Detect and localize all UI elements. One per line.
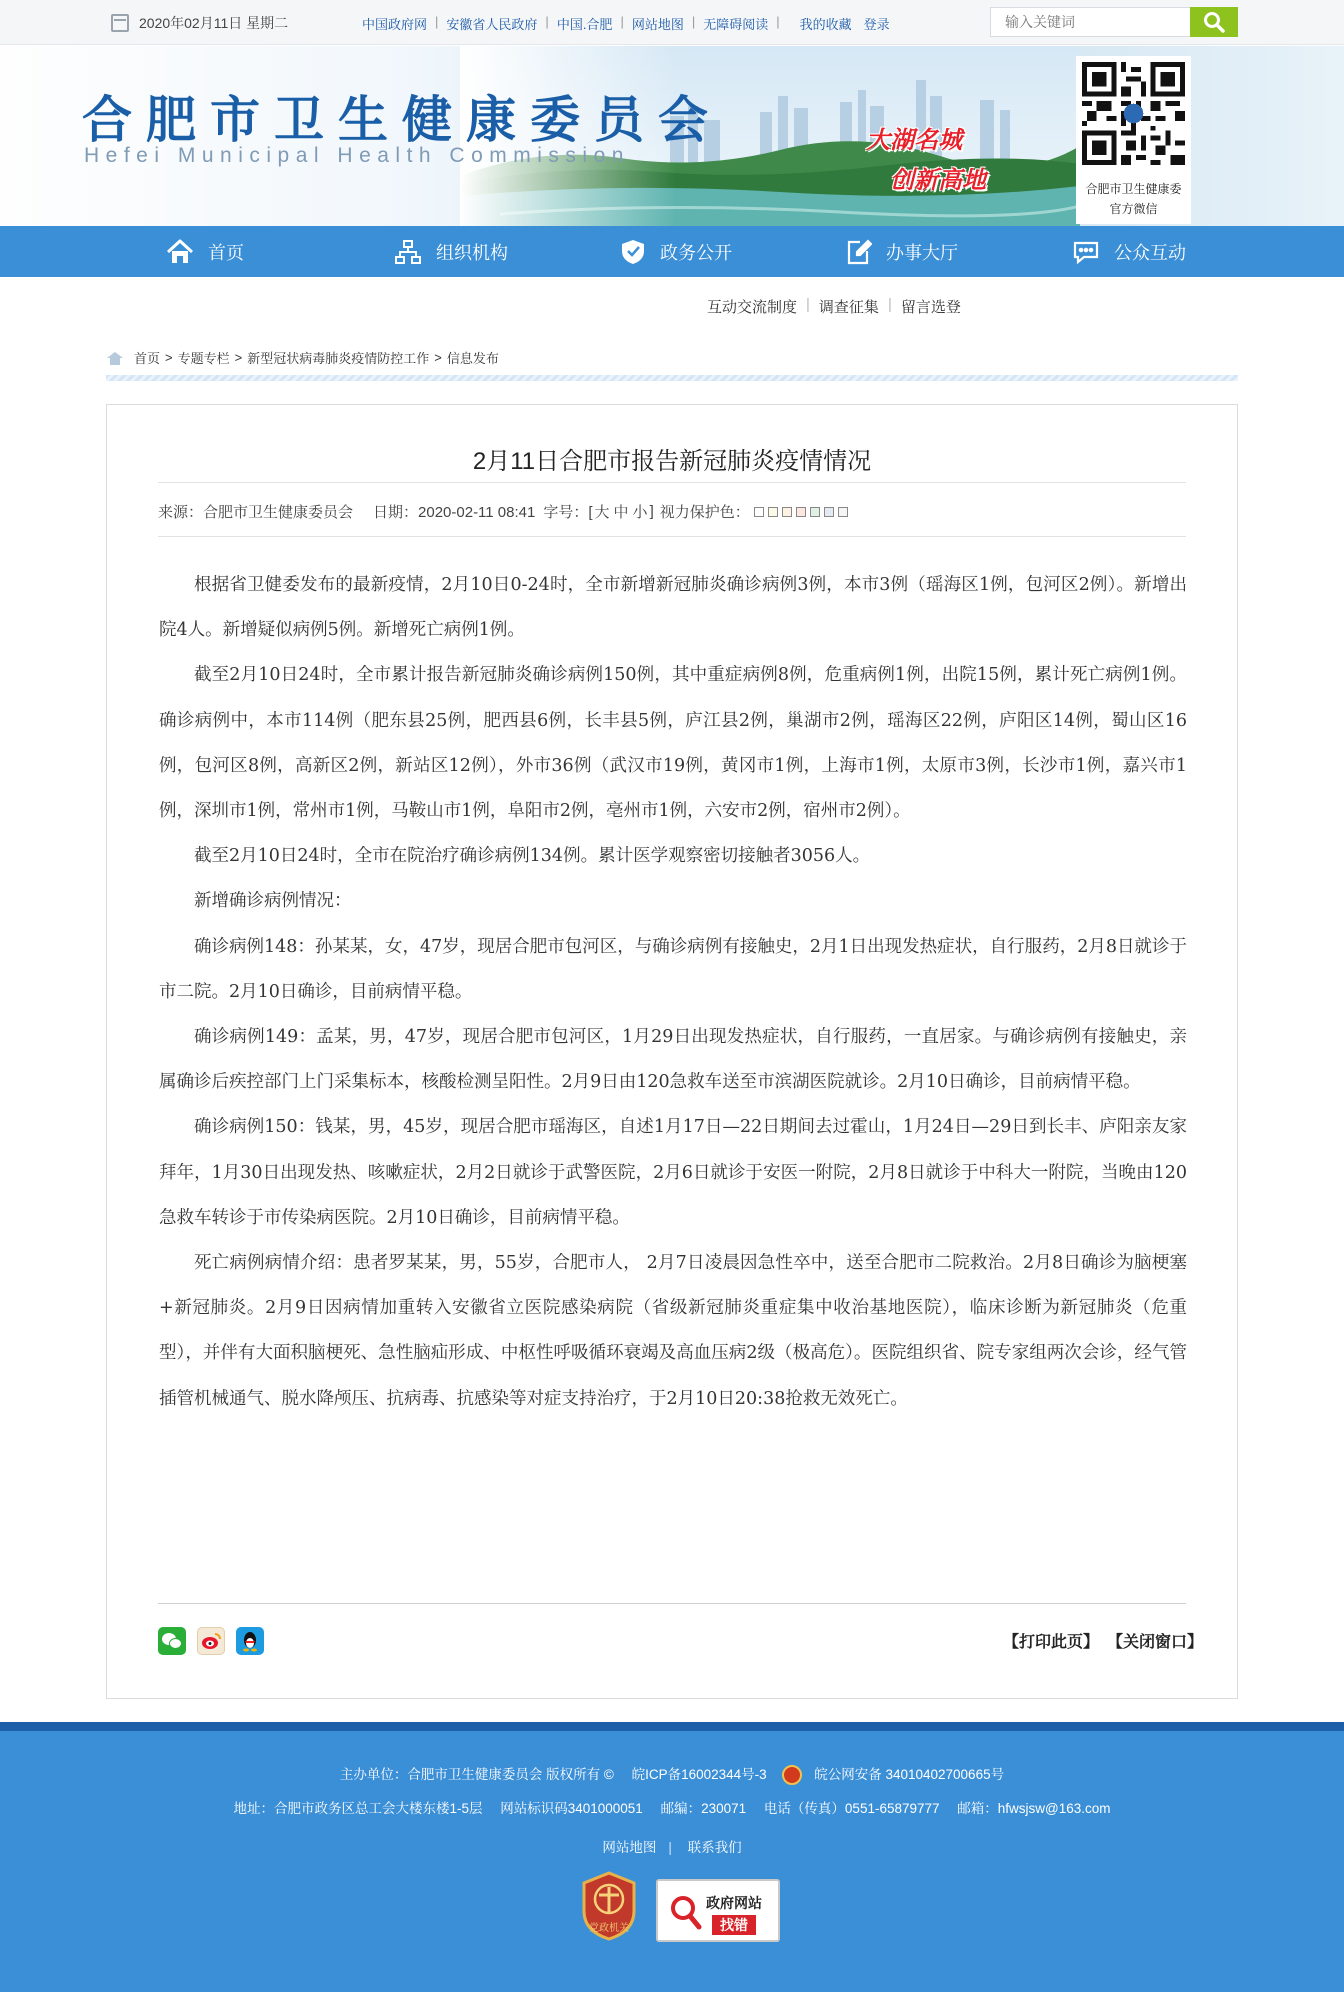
font-size-large[interactable]: 大 [594, 504, 610, 521]
nav-item-home[interactable] [166, 226, 244, 277]
eye-protect-label: 视力保护色： [659, 504, 750, 521]
footer-icp[interactable]: 皖ICP备16002344号-3 [631, 1767, 767, 1782]
font-size-label-end: ] [649, 503, 654, 520]
eye-color-swatch[interactable] [782, 507, 792, 517]
print-page-button[interactable]: 【打印此页】 [1003, 1634, 1100, 1651]
qr-code-icon [1082, 62, 1185, 165]
article-date: 日期：2020-02-11 08:41 [373, 504, 536, 521]
title-divider [158, 482, 1186, 483]
magnifier-icon [668, 1893, 702, 1931]
chat-icon [1072, 239, 1100, 265]
link-login[interactable]: 登录 [863, 17, 890, 32]
footer-link-contact[interactable]: 联系我们 [687, 1840, 742, 1855]
subnav-interaction-rules[interactable]: 互动交流制度 [707, 299, 798, 316]
search-box [990, 7, 1238, 37]
article-paragraph: 截至2月10日24时，全市在院治疗确诊病例134例。累计医学观察密切接触者3056人。 [194, 846, 871, 867]
footer-postcode: 邮编：230071 [660, 1801, 747, 1816]
share-weibo-button[interactable] [197, 1627, 225, 1655]
top-bar [0, 0, 1344, 45]
weibo-icon [200, 1631, 222, 1651]
nav-item-organization[interactable] [394, 226, 508, 277]
header-banner [0, 46, 1344, 226]
footer-sponsor: 主办单位：合肥市卫生健康委员会 版权所有 © [339, 1767, 614, 1782]
search-input[interactable] [990, 7, 1190, 37]
article-paragraph: 确诊病例149：孟某，男，47岁，现居合肥市包河区，1月29日出现发热症状，自行服药，一直居家。与确诊病例有接触史，亲属确诊后疾控部门上门采集标本，核酸检测呈阳性。2月9日由120急救车送至市滨湖医院就诊。2月10日确诊，目前病情平稳。 [159, 1027, 1187, 1093]
calendar-icon [111, 14, 129, 32]
link-anhui-gov[interactable]: 安徽省人民政府 [446, 17, 538, 32]
footer-address: 地址：合肥市政务区总工会大楼东楼1-5层 [233, 1801, 483, 1816]
breadcrumb-covid-prevention[interactable]: 新型冠状病毒肺炎疫情防控工作 [247, 351, 430, 366]
font-size-small[interactable]: 小 [632, 504, 648, 521]
eye-color-swatch[interactable] [754, 507, 764, 517]
shield-icon [620, 238, 646, 266]
party-gov-badge-icon[interactable] [580, 1871, 638, 1941]
nav-label: 组织机构 [436, 242, 508, 263]
home-icon [166, 239, 194, 265]
footer-email: 邮箱：hfwsjsw@163.com [957, 1801, 1111, 1816]
wechat-icon [161, 1631, 183, 1651]
subnav-survey[interactable]: 调查征集 [818, 299, 879, 316]
breadcrumb-special-topics[interactable]: 专题专栏 [177, 351, 230, 366]
gov-site-error-report-badge[interactable] [656, 1879, 780, 1942]
link-hefei[interactable]: 中国.合肥 [556, 17, 613, 32]
eye-color-swatch[interactable] [796, 507, 806, 517]
article-paragraph: 截至2月10日24时，全市累计报告新冠肺炎确诊病例150例，其中重症病例8例，危重病例1例，出院15例，累计死亡病例1例。确诊病例中，本市114例（肥东县25例，肥西县6例，长丰县5例，庐江县2例，巢湖市2例，瑶海区22例，庐阳区14例，蜀山区16例，包河区8例，高新区2例，新站区12例），外市36例（武汉市19例，黄冈市1例，上海市1例，太原市3例，长沙市1例，嘉兴市1例，深圳市1例，常州市1例，马鞍山市1例，阜阳市2例，亳州市1例，六安市2例，宿州市2例）。 [159, 665, 1187, 822]
qq-penguin-icon [240, 1630, 260, 1652]
footer-link-sitemap[interactable]: 网站地图 [602, 1840, 657, 1855]
breadcrumb: 首页 > 专题专栏 > 新型冠状病毒肺炎疫情防控工作 > 信息发布 [106, 348, 499, 367]
article-paragraph: 新增确诊病例情况： [194, 891, 352, 912]
sub-nav: 互动交流制度 | 调查征集 | 留言选登 [707, 296, 961, 316]
nav-item-service-hall[interactable] [846, 226, 958, 277]
link-accessibility[interactable]: 无障碍阅读 [703, 17, 769, 32]
org-chart-icon [394, 239, 422, 265]
site-footer [0, 1722, 1344, 1992]
footer-copyright-line [0, 1763, 1344, 1785]
font-size-medium[interactable]: 中 [613, 504, 629, 521]
eye-color-swatch[interactable] [768, 507, 778, 517]
nav-item-public-interaction[interactable] [1072, 226, 1186, 277]
article-container [106, 404, 1238, 1699]
share-qq-button[interactable] [236, 1627, 264, 1655]
nav-item-gov-affairs[interactable] [620, 226, 732, 277]
footer-divider [158, 1603, 1186, 1604]
home-icon [106, 351, 124, 365]
breadcrumb-divider [106, 375, 1238, 381]
article-paragraph: 根据省卫健委发布的最新疫情，2月10日0-24时，全市新增新冠肺炎确诊病例3例，本市3例（瑶海区1例，包河区2例）。新增出院4人。新增疑似病例5例。新增死亡病例1例。 [159, 575, 1187, 641]
eye-color-swatch[interactable] [810, 507, 820, 517]
close-window-button[interactable]: 【关闭窗口】 [1107, 1634, 1204, 1651]
wechat-qr-card [1076, 56, 1191, 224]
font-size-label: 字号：[ [543, 504, 593, 521]
article-meta [158, 501, 848, 522]
article-actions [995, 1629, 1203, 1652]
slogan-line-2: 创新高地 [890, 166, 986, 194]
date-text: 2020年02月11日 星期二 [139, 15, 289, 31]
current-date [111, 13, 288, 33]
qr-caption-1: 合肥市卫生健康委 [1085, 182, 1182, 196]
top-links: 中国政府网 | 安徽省人民政府 | 中国.合肥 | 网站地图 | 无障碍阅读 | 我的收藏 登录 [362, 14, 890, 32]
search-button[interactable] [1190, 7, 1238, 37]
eye-color-swatch[interactable] [824, 507, 834, 517]
eye-color-swatch[interactable] [838, 507, 848, 517]
police-emblem-icon [782, 1765, 802, 1785]
footer-police-record[interactable]: 皖公网安备 34010402700665号 [814, 1767, 1005, 1782]
subnav-messages[interactable]: 留言选登 [900, 299, 961, 316]
qr-caption-2: 官方微信 [1109, 202, 1158, 216]
badge2-line-1: 政府网站 [706, 1895, 762, 1911]
site-title: 合肥市卫生健康委员会 [82, 91, 722, 149]
site-subtitle: Hefei Municipal Health Commission [84, 144, 630, 167]
nav-label: 政务公开 [660, 242, 732, 263]
article-paragraph: 确诊病例150：钱某，男，45岁，现居合肥市瑶海区，自述1月17日—22日期间去过霍山，1月24日—29日到长丰、庐阳亲友家拜年，1月30日出现发热、咳嗽症状，2月2日就诊于武警医院，2月6日就诊于安医一附院，2月8日就诊于中科大一附院，当晚由120急救车转诊于市传染病医院。2月10日确诊，目前病情平稳。 [159, 1117, 1187, 1228]
main-nav [0, 226, 1344, 277]
link-sitemap[interactable]: 网站地图 [631, 17, 684, 32]
badge1-label: 党政机关 [589, 1923, 629, 1934]
article-paragraph: 死亡病例病情介绍：患者罗某某，男，55岁，合肥市人， 2月7日凌晨因急性卒中，送至合肥市二院救治。2月8日确诊为脑梗塞+新冠肺炎。2月9日因病情加重转入安徽省立医院感染病院（省级新冠肺炎重症集中收治基地医院），临床诊断为新冠肺炎（危重型），并伴有大面积脑梗死、急性脑疝形成、中枢性呼吸循环衰竭及高血压病2级（极高危）。医院组织省、院专家组两次会诊，经气管插管机械通气、脱水降颅压、抗病毒、抗感染等对症支持治疗，于2月10日20:38抢救无效死亡。 [159, 1253, 1187, 1409]
font-size-controls [593, 501, 650, 522]
link-gov-cn[interactable]: 中国政府网 [362, 17, 428, 32]
slogan-line-1: 大湖名城 [866, 126, 962, 154]
article-body [159, 563, 1187, 1422]
meta-divider [158, 536, 1186, 537]
nav-label: 公众互动 [1114, 242, 1186, 263]
footer-address-line [0, 1797, 1344, 1817]
nav-label: 办事大厅 [886, 242, 958, 263]
nav-label: 首页 [208, 242, 244, 263]
badge2-line-2: 找错 [712, 1915, 756, 1935]
article-title: 2月11日合肥市报告新冠肺炎疫情情况 [472, 448, 872, 475]
footer-phone: 电话（传真）0551-65879777 [763, 1801, 940, 1816]
article-paragraph: 确诊病例148：孙某某，女，47岁，现居合肥市包河区，与确诊病例有接触史，2月1日出现发热症状，自行服药，2月8日就诊于市二院。2月10日确诊，目前病情平稳。 [159, 936, 1187, 1002]
edit-icon [846, 238, 872, 266]
breadcrumb-info-release[interactable]: 信息发布 [446, 351, 499, 366]
footer-links: 网站地图 | 联系我们 [602, 1840, 742, 1855]
footer-site-id: 网站标识码3401000051 [500, 1801, 643, 1816]
article-source: 来源：合肥市卫生健康委员会 [158, 504, 354, 521]
breadcrumb-home[interactable]: 首页 [134, 351, 161, 366]
search-icon [1203, 11, 1225, 33]
link-favorites[interactable]: 我的收藏 [799, 17, 852, 32]
share-bar [158, 1627, 275, 1655]
share-wechat-button[interactable] [158, 1627, 186, 1655]
